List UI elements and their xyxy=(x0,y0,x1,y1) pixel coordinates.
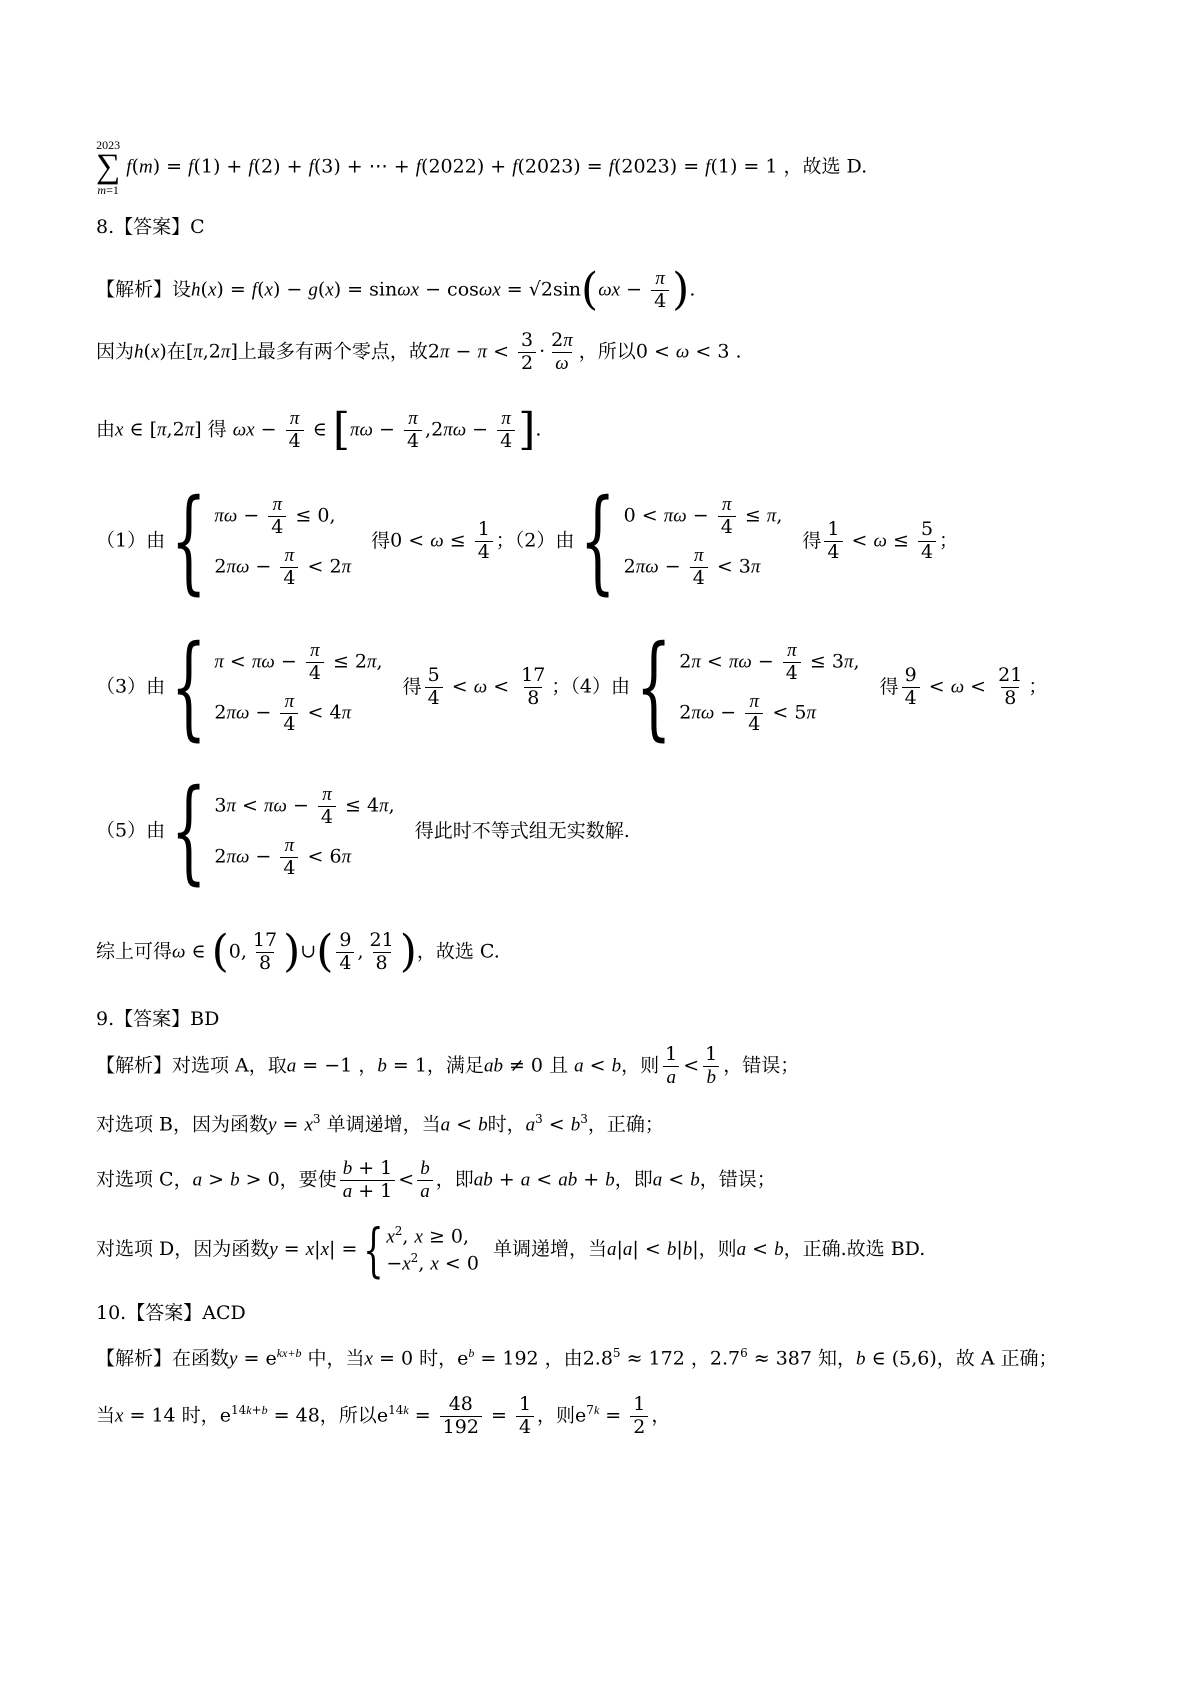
label: 【解析】设 xyxy=(96,278,192,301)
q10-second-line: 当x = 14 时，$e^{14k+b} = 48$，所以$e^{14k}$ = $\frac{48}{192}$ = $\frac{1}{4}$ ，则$e^{7k}$ = $\frac{1}{2}$ ， xyxy=(96,1393,671,1438)
inequality-system: { 0 < πω − $\frac{\pi}{4}$ ≤ π, 2πω − $\frac{\pi}{4}$ < 3π xyxy=(580,475,783,606)
sum-line: 2023 ∑ m=1 f(m) = f(1) + f(2) + f(3) + ⋯ + f(2022) + f(2023) = f(2023) = f(1) = 1 ，故选 D. xyxy=(96,138,868,197)
conclusion-line: 综上可得ω ∈ (0, $\frac{17}{8}$ )∪( $\frac{9}{4}$ , $\frac{21}{8}$ )，故选 C. xyxy=(96,926,500,977)
option-a-line: 【解析】对选项 A，取a = −1 ，b = 1，满足ab ≠ 0 且 a < b，则 $\frac{1}{a}$ < $\frac{1}{b}$ ，错误； xyxy=(96,1043,800,1088)
range-line: 由x ∈ [π,2π] 得 ωx − $\frac{\pi}{4}$ ∈ [πω − $\frac{\pi}{4}$ ,2πω − $\frac{\pi}{4}$ ]. xyxy=(96,404,542,455)
inequality-system: { 2π < πω − $\frac{\pi}{4}$ ≤ 3π, 2πω − $\frac{\pi}{4}$ < 5π xyxy=(635,621,860,752)
option-b-line: 对选项 B，因为函数$y = x^3$ 单调递增，当a < b时，$a^3 < b^3$，正确； xyxy=(96,1112,664,1136)
option-d-line: 对选项 D，因为函数y = x|x| = { $x^2$, x ≥ 0, $-x^2$, x < 0 单调递增，当a|a| < b|b|，则a < b，正确.故选 BD. xyxy=(96,1216,926,1285)
text: ，故选 D. xyxy=(783,155,868,178)
answer-heading: 8.【答案】C xyxy=(96,216,205,238)
summation-symbol: 2023 ∑ m=1 xyxy=(96,138,121,197)
q10-analysis-line: 【解析】在函数$y = e^{kx+b}$ 中，当x = 0 时，$e^b = 192$ ，由$2.8^5 \approx 172$ ，$2.7^6 \approx 387$ 知，b ∈ (5,6)，故 A 正确； xyxy=(96,1346,1058,1370)
answer-heading: 9.【答案】BD xyxy=(96,1008,220,1030)
zero-condition-line: 因为h(x)在[π,2π]上最多有两个零点，故2π − π < $\frac{3}{2}$ · $\frac{2\pi}{\omega}$ ，所以0 < ω < 3 . xyxy=(96,329,742,374)
inequality-system: { 3π < πω − $\frac{\pi}{4}$ ≤ 4π, 2πω − $\frac{\pi}{4}$ < 6π xyxy=(170,765,395,896)
inequality-system: { π < πω − $\frac{\pi}{4}$ ≤ 2π, 2πω − $\frac{\pi}{4}$ < 4π xyxy=(170,621,383,752)
inequality-system: { πω − $\frac{\pi}{4}$ ≤ 0, 2πω − $\frac{\pi}{4}$ < 2π xyxy=(170,475,352,606)
case-1-2-line: （1）由 { πω − $\frac{\pi}{4}$ ≤ 0, 2πω − $\frac{\pi}{4}$ < 2π 得0 < ω ≤ $\frac{1}{4}$ ；（2）由 { 0 < πω − $\frac{\pi}{4}$ ≤ π, 2πω − $\frac{\pi}{4}$ < 3π 得 $\frac{1}{4}$ < ω ≤ $\frac{5}{4}$ ； xyxy=(96,475,959,606)
option-c-line: 对选项 C，a > b > 0，要使 $\frac{b + 1}{a + 1}$ < $\frac{b}{a}$ ，即ab + a < ab + b，即a < b，错误； xyxy=(96,1157,776,1202)
analysis-line: 【解析】设h(x) = f(x) − g(x) = sinωx − cosωx = √2sin(ωx − $\frac{\pi}{4}$ ). xyxy=(96,264,696,315)
answer-heading: 10.【答案】ACD xyxy=(96,1302,246,1324)
case-3-4-line: （3）由 { π < πω − $\frac{\pi}{4}$ ≤ 2π, 2πω − $\frac{\pi}{4}$ < 4π 得 $\frac{5}{4}$ < ω < $\frac{17}{8}$ ；（4）由 { 2π < πω − $\frac{\pi}{4}$ ≤ 3π, 2πω − $\frac{\pi}{4}$ < 5π 得 $\frac{9}{4}$ < ω < $\frac{21}{8}$ ； xyxy=(96,621,1048,752)
case-5-line: （5）由 { 3π < πω − $\frac{\pi}{4}$ ≤ 4π, 2πω − $\frac{\pi}{4}$ < 6π 得此时不等式组无实数解. xyxy=(96,765,630,896)
piecewise-function: { $x^2$, x ≥ 0, $-x^2$, x < 0 xyxy=(363,1216,479,1285)
